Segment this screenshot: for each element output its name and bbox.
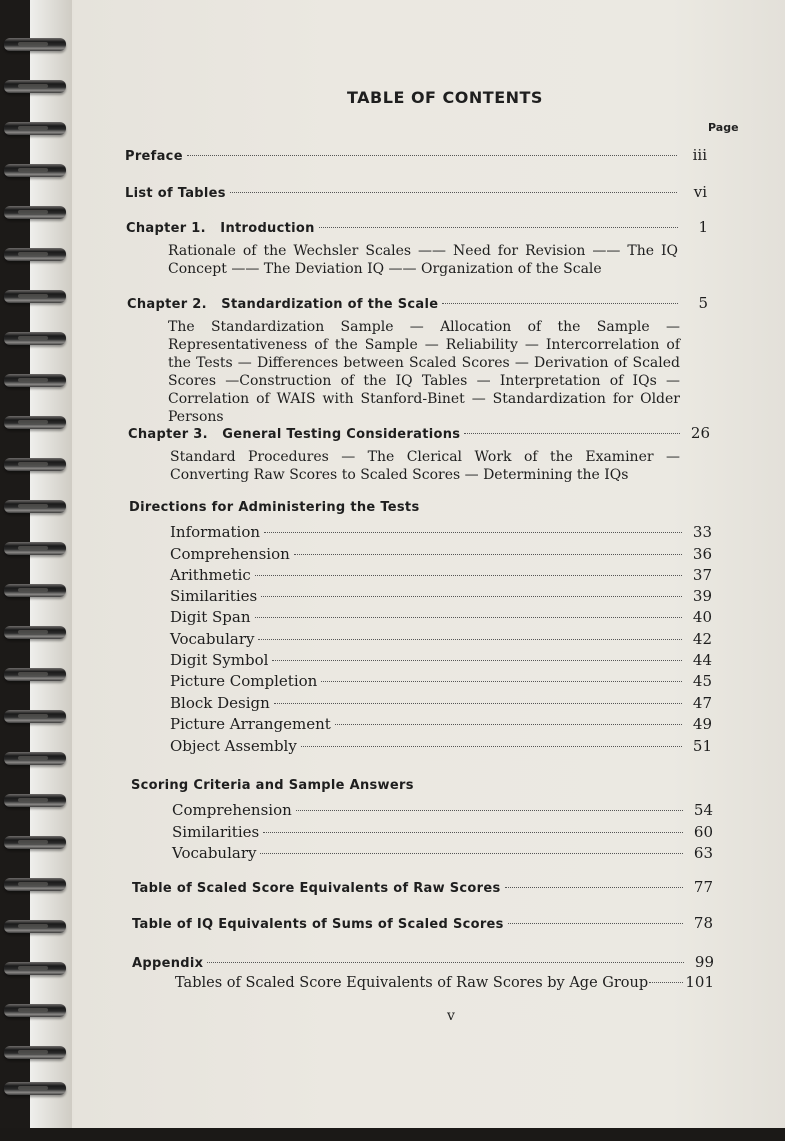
dot-leader bbox=[505, 887, 683, 888]
toc-entry-page: 60 bbox=[693, 823, 713, 841]
page-column-label: Page bbox=[708, 121, 739, 134]
binding-coil bbox=[4, 584, 66, 597]
toc-entry-comprehension[interactable] bbox=[170, 545, 712, 567]
toc-entry-page: 45 bbox=[692, 672, 712, 690]
toc-entry-page: 37 bbox=[692, 566, 712, 584]
toc-entry-scoring-comprehension[interactable] bbox=[172, 801, 713, 823]
binding-coil bbox=[4, 794, 66, 807]
binding-coil bbox=[4, 80, 66, 93]
toc-entry-page: 99 bbox=[694, 953, 714, 971]
binding-coil bbox=[4, 752, 66, 765]
toc-entry-chapter-3[interactable] bbox=[128, 424, 710, 446]
page-bottom-edge bbox=[0, 1128, 785, 1141]
toc-entry-scaled-score-table[interactable] bbox=[132, 878, 713, 900]
dot-leader bbox=[260, 853, 683, 854]
toc-entry-preface[interactable] bbox=[125, 146, 707, 168]
binding-coil bbox=[4, 668, 66, 681]
toc-entry-picture-completion[interactable] bbox=[170, 672, 712, 694]
toc-entry-page: 40 bbox=[692, 608, 712, 626]
toc-entry-vocabulary[interactable] bbox=[170, 630, 712, 652]
chapter-1-description: Rationale of the Wechsler Scales —— Need for Revision —— The IQ Concept —— The Deviation IQ —— Organization of the Scale bbox=[168, 243, 678, 277]
binding-coil bbox=[4, 164, 66, 177]
binding-coil bbox=[4, 206, 66, 219]
toc-entry-page: 77 bbox=[693, 878, 713, 896]
toc-entry-page: 26 bbox=[690, 424, 710, 442]
binding-coil bbox=[4, 290, 66, 303]
toc-entry-page: 47 bbox=[692, 694, 712, 712]
dot-leader bbox=[301, 746, 682, 747]
binding-coil bbox=[4, 1082, 66, 1095]
dot-leader bbox=[187, 155, 677, 156]
binding-coil bbox=[4, 1004, 66, 1017]
toc-entry-label: Comprehension bbox=[172, 801, 292, 819]
binding-coil bbox=[4, 920, 66, 933]
toc-entry-page: 54 bbox=[693, 801, 713, 819]
toc-entry-label: Digit Symbol bbox=[170, 651, 269, 669]
binding-coil bbox=[4, 38, 66, 51]
toc-entry-label: Comprehension bbox=[170, 545, 290, 563]
toc-entry-label: Chapter 2. Standardization of the Scale bbox=[127, 297, 439, 312]
binding-coil bbox=[4, 710, 66, 723]
dot-leader bbox=[335, 724, 682, 725]
toc-entry-chapter-2[interactable] bbox=[127, 294, 708, 316]
dot-leader bbox=[321, 681, 682, 682]
dot-leader bbox=[258, 639, 682, 640]
toc-entry-page: 49 bbox=[692, 715, 712, 733]
toc-entry-page: 63 bbox=[693, 844, 713, 862]
dot-leader bbox=[230, 192, 677, 193]
page-number: v bbox=[447, 1008, 455, 1024]
binding-coil bbox=[4, 626, 66, 639]
toc-entry-digit-symbol[interactable] bbox=[170, 651, 712, 673]
toc-entry-label: Digit Span bbox=[170, 608, 251, 626]
dot-leader bbox=[294, 554, 682, 555]
dot-leader bbox=[261, 596, 682, 597]
dot-leader bbox=[207, 962, 684, 963]
dot-leader bbox=[272, 660, 682, 661]
dot-leader bbox=[255, 575, 682, 576]
toc-entry-similarities[interactable] bbox=[170, 587, 712, 609]
binding-coil bbox=[4, 500, 66, 513]
toc-entry-label: Chapter 1. Introduction bbox=[126, 221, 315, 236]
toc-entry-label: Chapter 3. General Testing Considerations bbox=[128, 427, 461, 442]
toc-entry-label: Appendix bbox=[132, 956, 204, 971]
dot-leader bbox=[319, 227, 678, 228]
dot-leader bbox=[263, 832, 683, 833]
binding-coil bbox=[4, 458, 66, 471]
dot-leader bbox=[296, 810, 683, 811]
toc-entry-page: 39 bbox=[692, 587, 712, 605]
binding-coil bbox=[4, 542, 66, 555]
toc-entry-label: Tables of Scaled Score Equivalents of Raw Scores by Age Group bbox=[175, 975, 649, 991]
toc-entry-picture-arrangement[interactable] bbox=[170, 715, 712, 737]
dot-leader bbox=[464, 433, 680, 434]
toc-entry-chapter-1[interactable] bbox=[126, 218, 708, 240]
toc-entry-label: Table of Scaled Score Equivalents of Raw Scores bbox=[132, 881, 501, 896]
dot-leader bbox=[264, 532, 682, 533]
binding-coil bbox=[4, 374, 66, 387]
toc-entry-page: 78 bbox=[693, 914, 713, 932]
toc-entry-label: Picture Arrangement bbox=[170, 715, 331, 733]
binding-coil bbox=[4, 416, 66, 429]
dot-leader bbox=[508, 923, 683, 924]
directions-heading: Directions for Administering the Tests bbox=[129, 500, 420, 515]
toc-entry-label: Block Design bbox=[170, 694, 270, 712]
book-page bbox=[30, 0, 785, 1128]
toc-entry-page: 36 bbox=[692, 545, 712, 563]
binding-coil bbox=[4, 1046, 66, 1059]
toc-entry-information[interactable] bbox=[170, 523, 712, 545]
toc-entry-label: Object Assembly bbox=[170, 737, 297, 755]
toc-entry-list-of-tables[interactable] bbox=[125, 183, 707, 205]
dot-leader bbox=[649, 982, 683, 983]
toc-entry-page: 51 bbox=[692, 737, 712, 755]
toc-entry-page: iii bbox=[692, 146, 707, 164]
dot-leader bbox=[274, 703, 682, 704]
toc-entry-label: Similarities bbox=[170, 587, 258, 605]
toc-entry-appendix[interactable] bbox=[132, 953, 714, 975]
toc-entry-label: Table of IQ Equivalents of Sums of Scaled Scores bbox=[132, 917, 504, 932]
toc-entry-digit-span[interactable] bbox=[170, 608, 712, 630]
page-title: TABLE OF CONTENTS bbox=[347, 88, 543, 107]
toc-entry-iq-table[interactable] bbox=[132, 914, 713, 936]
toc-entry-page: 101 bbox=[685, 973, 714, 991]
chapter-3-description: Standard Procedures — The Clerical Work of the Examiner — Converting Raw Scores to Scaled Scores — Determining the IQs bbox=[170, 449, 680, 483]
binding-coil bbox=[4, 248, 66, 261]
toc-entry-page: 33 bbox=[692, 523, 712, 541]
toc-entry-scoring-vocabulary[interactable] bbox=[172, 844, 713, 866]
toc-entry-appendix-tables[interactable] bbox=[175, 973, 714, 995]
toc-entry-page: 42 bbox=[692, 630, 712, 648]
toc-entry-label: Preface bbox=[125, 149, 183, 164]
toc-entry-page: 5 bbox=[698, 294, 708, 312]
binding-coil bbox=[4, 332, 66, 345]
toc-entry-label: Similarities bbox=[172, 823, 260, 841]
scoring-heading: Scoring Criteria and Sample Answers bbox=[131, 778, 414, 793]
toc-entry-page: 44 bbox=[692, 651, 712, 669]
toc-entry-block-design[interactable] bbox=[170, 694, 712, 716]
toc-entry-page: 1 bbox=[698, 218, 708, 236]
toc-entry-object-assembly[interactable] bbox=[170, 737, 712, 759]
toc-entry-label: Picture Completion bbox=[170, 672, 318, 690]
toc-entry-page: vi bbox=[693, 183, 707, 201]
toc-entry-label: List of Tables bbox=[125, 186, 226, 201]
dot-leader bbox=[255, 617, 682, 618]
dot-leader bbox=[442, 303, 678, 304]
chapter-2-description: The Standardization Sample — Allocation of the Sample — Representativeness of the Sample — Reliability — Intercorrelation of the Tests — Differences between Scaled Scores — Derivation of Scaled Scores —Construction of the IQ Tables — Interpretation of IQs — Correlation of WAIS with Stanford-Binet — Standardization for Older Persons bbox=[168, 319, 680, 425]
binding-coil bbox=[4, 122, 66, 135]
toc-entry-scoring-similarities[interactable] bbox=[172, 823, 713, 845]
toc-entry-label: Vocabulary bbox=[172, 844, 257, 862]
binding-coil bbox=[4, 836, 66, 849]
binding-coil bbox=[4, 962, 66, 975]
toc-entry-label: Vocabulary bbox=[170, 630, 255, 648]
toc-entry-label: Arithmetic bbox=[170, 566, 251, 584]
toc-entry-arithmetic[interactable] bbox=[170, 566, 712, 588]
binding-coil bbox=[4, 878, 66, 891]
toc-entry-label: Information bbox=[170, 523, 261, 541]
